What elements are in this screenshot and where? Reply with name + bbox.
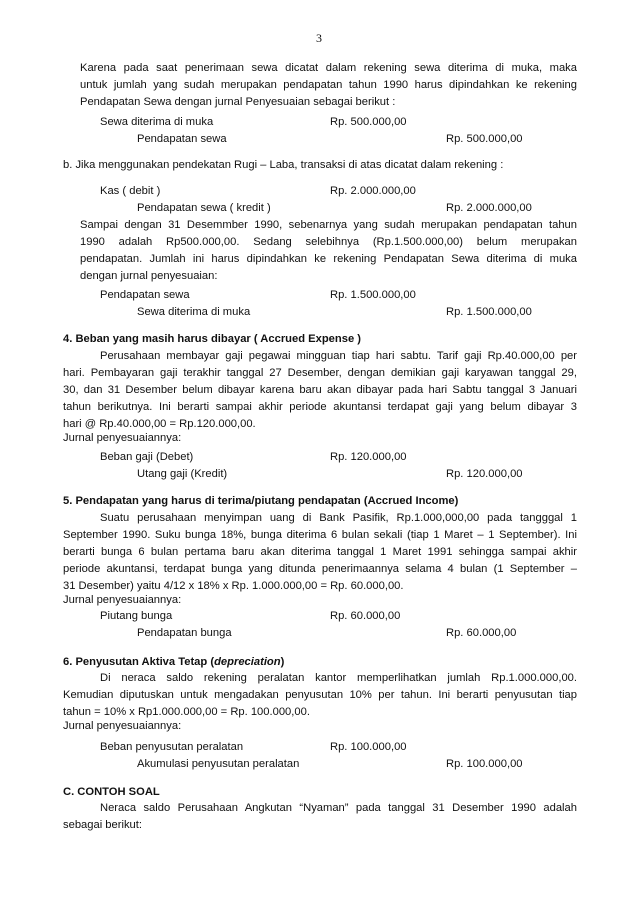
body-line: periode akuntansi, terdapat bunga yang ditunda penerimaannya selama 4 bulan (1 September –	[63, 563, 577, 575]
jurnal-label: Jurnal penyesuaiannya:	[63, 594, 182, 606]
item-b-text: b. Jika menggunakan pendekatan Rugi – Laba, transaksi di atas dicatat dalam rekening :	[63, 159, 504, 171]
journal-credit-account: Akumulasi penyusutan peralatan	[137, 758, 300, 770]
section-heading	[63, 655, 284, 669]
heading-prefix: 6. Penyusutan Aktiva Tetap (	[63, 656, 215, 668]
journal-debit-amount: Rp. 1.500.000,00	[330, 289, 416, 301]
journal-debit-amount: Rp. 120.000,00	[330, 451, 407, 463]
journal-credit-amount: Rp. 2.000.000,00	[446, 202, 532, 214]
journal-credit-account: Pendapatan bunga	[137, 627, 232, 639]
body-line: Kemudian diputuskan untuk mengadakan penyusutan 10% per tahun. Ini berarti penyusutan tiap	[63, 689, 577, 701]
body-line: Di neraca saldo rekening peralatan kantor memperlihatkan jumlah Rp.1.000.000,00.	[100, 672, 577, 684]
journal-credit-amount: Rp. 120.000,00	[446, 468, 523, 480]
body-line: untuk jumlah yang sudah merupakan pendapatan tahun 1990 harus dipindahkan ke rekening	[80, 79, 577, 91]
jurnal-label: Jurnal penyesuaiannya:	[63, 720, 182, 732]
section-heading: C. CONTOH SOAL	[63, 786, 160, 798]
body-line: 31 Desember) yaitu 4/12 x 18% x Rp. 1.000.000,00 = Rp. 60.000,00.	[63, 580, 404, 592]
body-line: Suatu perusahaan menyimpan uang di Bank Pasifik, Rp.1.000,000,00 pada tangggal 1	[100, 512, 577, 524]
journal-debit-account: Sewa diterima di muka	[100, 116, 214, 128]
body-line: 1990 adalah Rp500.000,00. Sedang selebihnya (Rp.1.500.000,00) belum merupakan	[80, 236, 577, 248]
body-line: hari. Pembayaran gaji terakhir tanggal 27 Desember, dengan demikian gaji karyawan tanggal 29,	[63, 367, 577, 379]
journal-credit-amount: Rp. 1.500.000,00	[446, 306, 532, 318]
journal-credit-account: Pendapatan sewa	[137, 133, 227, 145]
body-line: Neraca saldo Perusahaan Angkutan “Nyaman” pada tanggal 31 Desember 1990 adalah	[100, 802, 577, 814]
journal-debit-account: Pendapatan sewa	[100, 289, 190, 301]
journal-credit-amount: Rp. 60.000,00	[446, 627, 517, 639]
body-line: tahun berikutnya. Ini berarti sampai akhir periode akuntansi terdapat gaji yang belum dibayar 3	[63, 401, 577, 413]
body-line: Perusahaan membayar gaji pegawai mingguan tiap hari sabtu. Tarif gaji Rp.40.000,00 per	[100, 350, 577, 362]
heading-suffix: )	[280, 656, 285, 668]
body-line: pendapatan. Jumlah ini harus dipindahkan ke rekening Pendapatan Sewa diterima di muka	[80, 253, 577, 265]
journal-credit-amount: Rp. 500.000,00	[446, 133, 523, 145]
page-number: 3	[316, 31, 322, 45]
jurnal-label: Jurnal penyesuaiannya:	[63, 432, 182, 444]
section-heading: 4. Beban yang masih harus dibayar ( Accrued Expense )	[63, 333, 362, 345]
heading-emphasis: depreciation	[214, 656, 281, 668]
body-line: tahun = 10% x Rp1.000.000,00 = Rp. 100.000,00.	[63, 706, 310, 718]
body-line: September 1990. Suku bunga 18%, bunga diterima 6 bulan sekali (tiap 1 Maret – 1 September). Ini	[63, 529, 577, 541]
journal-credit-account: Pendapatan sewa ( kredit )	[137, 202, 271, 214]
journal-debit-amount: Rp. 500.000,00	[330, 116, 407, 128]
body-line: Karena pada saat penerimaan sewa dicatat dalam rekening sewa diterima di muka, maka	[80, 62, 577, 74]
body-line: hari @ Rp.40.000,00 = Rp.120.000,00.	[63, 418, 256, 430]
body-line: 30, dan 31 Desember belum dibayar karena baru akan dibayar pada hari Sabtu tanggal 3 Januari	[63, 384, 577, 396]
journal-debit-amount: Rp. 60.000,00	[330, 610, 401, 622]
journal-debit-amount: Rp. 100.000,00	[330, 741, 407, 753]
body-line: Sampai dengan 31 Desemmber 1990, sebenarnya yang sudah merupakan pendapatan tahun	[80, 219, 577, 231]
journal-debit-account: Beban penyusutan peralatan	[100, 741, 244, 753]
body-line: dengan jurnal penyesuaian:	[80, 270, 218, 282]
section-heading: 5. Pendapatan yang harus di terima/piutang pendapatan (Accrued Income)	[63, 495, 459, 507]
journal-debit-amount: Rp. 2.000.000,00	[330, 185, 416, 197]
body-line: Pendapatan Sewa dengan jurnal Penyesuaian sebagai berikut :	[80, 96, 396, 108]
journal-credit-account: Sewa diterima di muka	[137, 306, 251, 318]
body-line: berarti bunga 6 bulan pertama baru akan diterima tanggal 1 Maret 1991 sehingga sampai akhir	[63, 546, 577, 558]
journal-debit-account: Beban gaji (Debet)	[100, 451, 194, 463]
journal-debit-account: Kas ( debit )	[100, 185, 161, 197]
journal-debit-account: Piutang bunga	[100, 610, 173, 622]
body-line: sebagai berikut:	[63, 819, 142, 831]
journal-credit-amount: Rp. 100.000,00	[446, 758, 523, 770]
journal-credit-account: Utang gaji (Kredit)	[137, 468, 228, 480]
